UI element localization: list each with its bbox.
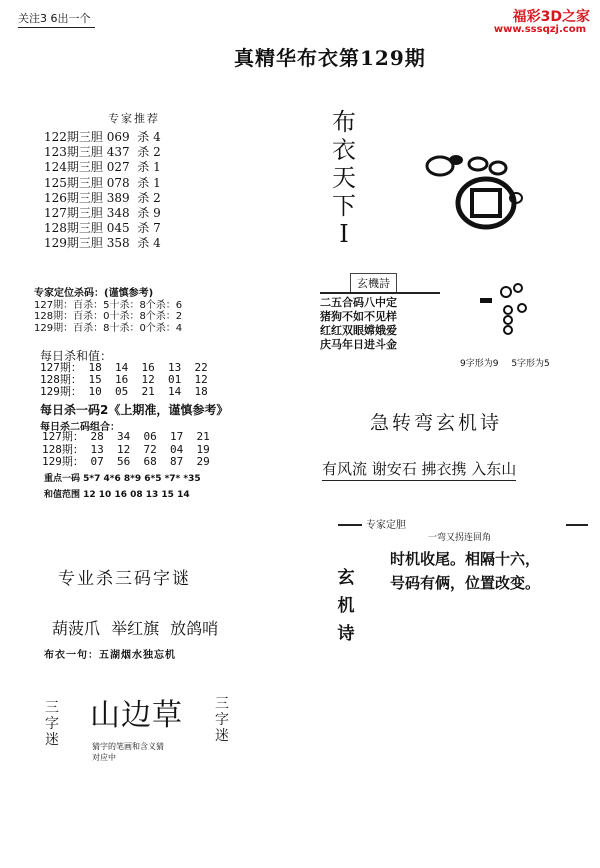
poem-line-main: 有风流 谢安石 拂衣携 入东山: [322, 458, 516, 481]
mystic-poem-heading: 玄機詩: [350, 273, 397, 292]
position-kill-row: 127期：百杀：5十杀：8个杀：6: [34, 299, 183, 311]
triplet-list: [44, 130, 161, 252]
vertical-char: 下: [332, 192, 356, 220]
two-code-table: [42, 431, 210, 469]
vertical-char: 三: [45, 700, 59, 716]
vertical-char: 诗: [337, 624, 355, 644]
vertical-char: I: [339, 220, 349, 248]
phrase-hints: 葫菠爪 举红旗 放鸽哨: [52, 619, 219, 638]
two-code-row: 127期： 28 34 06 17 21: [42, 430, 210, 443]
watermark-url: www.sssqzj.com: [493, 24, 586, 35]
vertical-char: 天: [332, 164, 356, 192]
poem-line: 二五合码八中定: [320, 296, 397, 309]
vertical-title-buyi: [330, 108, 358, 248]
poem-title: 急转弯玄机诗: [370, 412, 503, 434]
kill-three-title: 专业杀三码字谜: [58, 569, 191, 589]
two-code-row: 129期： 07 56 68 87 29: [42, 455, 210, 469]
daily-sum-row: 129期： 10 05 21 14 18: [40, 385, 208, 399]
shape-caption: 9字形为9 5字形为5: [460, 359, 550, 369]
sum-range: 和值范围 12 10 16 08 13 15 14: [44, 490, 190, 500]
page-title: 真精华布衣第129期: [234, 46, 426, 70]
poem-line: 庆马年日进斗金: [320, 338, 397, 351]
triplet-row: 123期三胆 437 杀 2: [44, 145, 161, 160]
vertical-title-mystic: [336, 564, 356, 648]
triplet-row: 122期三胆 069 杀 4: [44, 130, 161, 144]
vertical-char: 布: [332, 108, 356, 136]
decorative-rings-icon: [412, 148, 532, 238]
poem-line: 猪狗不如不见样: [320, 310, 397, 323]
three-riddle-label-right: [214, 696, 230, 744]
position-kill-block: [34, 288, 182, 334]
vertical-char: 机: [337, 596, 355, 616]
decorative-shapes-icon: [472, 278, 532, 338]
daily-sum-heading: 每日杀和值：: [40, 349, 113, 363]
vertical-char: 迷: [45, 732, 59, 748]
vertical-char: 玄: [337, 568, 355, 588]
one-sentence: 布衣一句：五湖烟水独忘机: [44, 650, 176, 661]
expert-bile-heading: 专家定胆: [338, 516, 588, 531]
daily-sum-row: 128期： 15 16 12 01 12: [40, 373, 208, 387]
expert-bile-sub: 一弯又拐连回角: [428, 533, 492, 543]
time-hint-line: 时机收尾。相隔十六，: [390, 550, 541, 568]
watermark-title: 福彩3D之家: [512, 9, 590, 25]
top-note: 关注3 6出一个: [18, 10, 95, 28]
vertical-char: 三: [215, 696, 229, 712]
vertical-char: 字: [45, 716, 59, 732]
mystic-poem-box: [320, 272, 440, 352]
riddle-word: 山边草: [90, 698, 183, 733]
triplet-row: 126期三胆 389 杀 2: [44, 190, 161, 205]
riddle-note: 猜字的笔画和含义猜: [92, 742, 164, 751]
triplet-row: 127期三胆 348 杀 9: [44, 206, 161, 221]
daily-sum-row: 127期： 18 14 16 13 22: [40, 361, 208, 374]
riddle-note: 对应中: [92, 753, 116, 762]
two-code-row: 128期： 13 12 72 04 19: [42, 442, 210, 456]
vertical-char: 衣: [332, 136, 356, 164]
vertical-char: 迷: [215, 728, 229, 744]
key-points: 重点一码 5*7 4*6 8*9 6*5 *7* *35: [44, 474, 201, 484]
triplet-row: 124期三胆 027 杀 1: [44, 160, 161, 175]
mystic-poem-lines: [320, 292, 440, 352]
time-hint-line: 号码有俩，位置改变。: [390, 574, 541, 592]
position-kill-heading: 专家定位杀码：(谨慎参考): [34, 288, 154, 299]
three-riddle-label-left: [44, 700, 60, 748]
position-kill-row: 128期：百杀：0十杀：8个杀：2: [34, 311, 183, 323]
daily-sum-table: [40, 362, 208, 399]
triplet-row: 128期三胆 045 杀 7: [44, 221, 161, 236]
two-code-heading: 每日杀二码组合：: [40, 422, 120, 433]
triplet-row: 125期三胆 078 杀 1: [44, 175, 161, 190]
poem-line: 红红双眼嫦娥爱: [320, 324, 397, 337]
vertical-char: 字: [215, 712, 229, 728]
one-code-line: 每日杀一码2《上期准，谨慎参考》: [40, 403, 229, 417]
triplet-row: 129期三胆 358 杀 4: [44, 236, 161, 251]
expert-heading: 专家推荐: [108, 112, 160, 125]
position-kill-row: 129期：百杀：8十杀：0个杀：4: [34, 322, 183, 334]
